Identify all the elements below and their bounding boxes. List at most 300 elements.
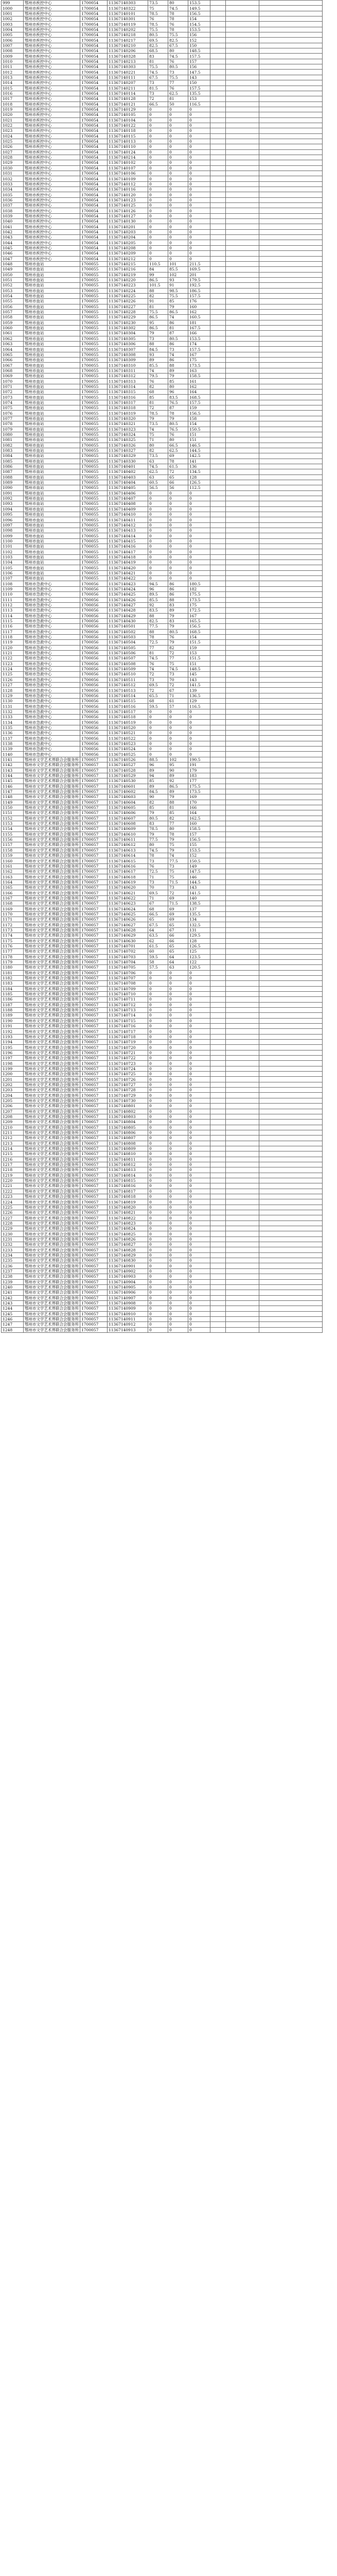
empty-cell (259, 1284, 323, 1290)
score-1-cell: 0 (148, 235, 168, 240)
position-code-cell: 1700057 (80, 970, 108, 975)
score-1-cell: 0 (148, 997, 168, 1002)
exam-id-cell: 11367140908 (108, 1300, 148, 1306)
row-number-cell: 1006 (2, 38, 24, 43)
row-number-cell: 1099 (2, 533, 24, 538)
row-number-cell: 1010 (2, 59, 24, 64)
table-row (2, 59, 323, 64)
empty-cell (259, 1, 323, 6)
exam-id-cell: 11367140714 (108, 1013, 148, 1018)
table-row (2, 1056, 323, 1061)
position-code-cell: 1700054 (80, 219, 108, 224)
exam-id-cell: 11367140405 (108, 485, 148, 490)
total-score-cell: 0 (188, 538, 210, 544)
empty-cell (259, 741, 323, 746)
empty-cell (210, 731, 226, 736)
position-code-cell: 1700054 (80, 43, 108, 48)
empty-cell (210, 720, 226, 725)
score-1-cell: 0 (148, 1199, 168, 1205)
empty-cell (259, 1093, 323, 1098)
empty-cell (226, 624, 259, 629)
empty-cell (210, 997, 226, 1002)
position-code-cell: 1700057 (80, 874, 108, 879)
exam-id-cell: 11367140728 (108, 1088, 148, 1093)
exam-id-cell: 11367140816 (108, 1183, 148, 1189)
position-code-cell: 1700057 (80, 1141, 108, 1146)
score-1-cell: 59.5 (148, 954, 168, 959)
empty-cell (210, 1178, 226, 1183)
empty-cell (259, 757, 323, 762)
position-code-cell: 1700054 (80, 165, 108, 171)
empty-cell (210, 1040, 226, 1045)
row-number-cell: 1187 (2, 1002, 24, 1007)
row-number-cell: 1069 (2, 374, 24, 379)
row-number-cell: 1206 (2, 1104, 24, 1109)
score-1-cell: 0 (148, 224, 168, 229)
empty-cell (210, 800, 226, 805)
total-score-cell: 191 (188, 762, 210, 768)
empty-cell (226, 731, 259, 736)
empty-cell (226, 848, 259, 853)
empty-cell (259, 309, 323, 314)
empty-cell (210, 1082, 226, 1087)
exam-id-cell: 11367140721 (108, 1050, 148, 1055)
empty-cell (259, 1061, 323, 1066)
total-score-cell: 0 (188, 522, 210, 528)
row-number-cell: 1132 (2, 709, 24, 714)
exam-id-cell: 11367140119 (108, 22, 148, 27)
score-1-cell: 0 (148, 517, 168, 522)
score-1-cell: 88 (148, 342, 168, 347)
position-code-cell: 1700055 (80, 293, 108, 298)
total-score-cell: 162 (188, 309, 210, 314)
empty-cell (226, 469, 259, 474)
unit-name-cell: 鄂州市文学艺术界联合会服务所 (24, 1205, 80, 1210)
exam-id-cell: 11367140230 (108, 320, 148, 325)
score-2-cell: 0 (168, 229, 188, 234)
row-number-cell: 1205 (2, 1098, 24, 1103)
empty-cell (226, 1130, 259, 1135)
empty-cell (259, 581, 323, 586)
empty-cell (226, 922, 259, 927)
score-2-cell: 70 (168, 677, 188, 682)
empty-cell (259, 800, 323, 805)
empty-cell (259, 752, 323, 757)
empty-cell (226, 213, 259, 218)
total-score-cell: 0 (188, 1231, 210, 1236)
table-row (2, 261, 323, 266)
unit-name-cell: 鄂州市急救中心 (24, 677, 80, 682)
row-number-cell: 1160 (2, 858, 24, 863)
empty-cell (210, 208, 226, 213)
score-1-cell: 0 (148, 715, 168, 720)
row-number-cell: 1080 (2, 432, 24, 437)
table-row (2, 688, 323, 693)
position-code-cell: 1700056 (80, 656, 108, 661)
total-score-cell: 168.5 (188, 629, 210, 634)
row-number-cell: 1079 (2, 427, 24, 432)
score-2-cell: 81 (168, 96, 188, 101)
unit-name-cell: 鄂州市疾控中心 (24, 70, 80, 75)
score-2-cell: 0 (168, 1306, 188, 1311)
empty-cell (259, 629, 323, 634)
score-2-cell: 0 (168, 208, 188, 213)
empty-cell (226, 554, 259, 560)
score-1-cell: 0 (148, 1263, 168, 1268)
table-row (2, 11, 323, 16)
unit-name-cell: 鄂州市疾控中心 (24, 251, 80, 256)
table-row (2, 565, 323, 570)
score-2-cell: 71.5 (168, 879, 188, 885)
empty-cell (210, 565, 226, 570)
position-code-cell: 1700056 (80, 666, 108, 671)
exam-id-cell: 11367140221 (108, 70, 148, 75)
empty-cell (210, 277, 226, 282)
empty-cell (226, 842, 259, 848)
position-code-cell: 1700055 (80, 261, 108, 266)
table-row (2, 1290, 323, 1295)
table-row (2, 1194, 323, 1199)
score-2-cell: 0 (168, 715, 188, 720)
row-number-cell: 1090 (2, 485, 24, 490)
score-1-cell: 75.5 (148, 64, 168, 70)
exam-id-cell: 11367140623 (108, 901, 148, 906)
table-row (2, 858, 323, 863)
score-2-cell: 0 (168, 1327, 188, 1332)
total-score-cell: 159 (188, 645, 210, 650)
total-score-cell: 143 (188, 677, 210, 682)
score-1-cell: 78 (148, 634, 168, 639)
score-2-cell: 0 (168, 522, 188, 528)
total-score-cell: 192.5 (188, 283, 210, 288)
empty-cell (226, 1002, 259, 1007)
total-score-cell: 180.5 (188, 581, 210, 586)
empty-cell (259, 395, 323, 400)
empty-cell (226, 485, 259, 490)
empty-cell (259, 1226, 323, 1231)
empty-cell (210, 427, 226, 432)
table-row (2, 1130, 323, 1135)
score-1-cell: 0 (148, 576, 168, 581)
score-1-cell: 65 (148, 917, 168, 922)
unit-name-cell: 鄂州市疾控中心 (24, 22, 80, 27)
table-row (2, 1114, 323, 1119)
empty-cell (226, 911, 259, 917)
position-code-cell: 1700055 (80, 443, 108, 448)
score-2-cell: 88 (168, 597, 188, 602)
table-row (2, 1136, 323, 1141)
empty-cell (210, 943, 226, 948)
empty-cell (259, 640, 323, 645)
score-1-cell: 0 (148, 725, 168, 730)
total-score-cell: 0 (188, 128, 210, 133)
total-score-cell: 0 (188, 1167, 210, 1173)
exam-id-cell: 11367140216 (108, 267, 148, 272)
empty-cell (210, 1141, 226, 1146)
row-number-cell: 1105 (2, 565, 24, 570)
empty-cell (226, 1311, 259, 1316)
row-number-cell: 1083 (2, 448, 24, 453)
total-score-cell: 156.5 (188, 411, 210, 416)
score-2-cell: 78 (168, 27, 188, 32)
row-number-cell: 1049 (2, 267, 24, 272)
position-code-cell: 1700055 (80, 421, 108, 427)
empty-cell (226, 1125, 259, 1130)
empty-cell (226, 363, 259, 368)
score-2-cell: 0 (168, 1109, 188, 1114)
position-code-cell: 1700057 (80, 933, 108, 938)
empty-cell (259, 181, 323, 187)
unit-name-cell: 鄂州市疾控中心 (24, 96, 80, 101)
unit-name-cell: 鄂州市文学艺术界联合会服务所 (24, 1013, 80, 1018)
scores-table (1, 0, 323, 1333)
position-code-cell: 1700055 (80, 485, 108, 490)
empty-cell (226, 1034, 259, 1039)
total-score-cell: 136 (188, 464, 210, 469)
row-number-cell: 1217 (2, 1162, 24, 1167)
score-2-cell: 0 (168, 1300, 188, 1306)
exam-id-cell: 11367140418 (108, 554, 148, 560)
row-number-cell: 1144 (2, 773, 24, 778)
table-row (2, 613, 323, 618)
total-score-cell: 129.5 (188, 933, 210, 938)
score-1-cell: 0 (148, 975, 168, 980)
exam-id-cell: 11367140730 (108, 1098, 148, 1103)
exam-id-cell: 11367140318 (108, 405, 148, 411)
empty-cell (259, 672, 323, 677)
unit-name-cell: 鄂州市疾控中心 (24, 80, 80, 86)
score-2-cell: 0 (168, 1268, 188, 1274)
empty-cell (210, 842, 226, 848)
score-2-cell: 0 (168, 1013, 188, 1018)
empty-cell (210, 794, 226, 800)
row-number-cell: 1056 (2, 304, 24, 309)
position-code-cell: 1700055 (80, 405, 108, 411)
score-1-cell: 0 (148, 522, 168, 528)
total-score-cell: 0 (188, 1120, 210, 1125)
exam-id-cell: 11367140402 (108, 469, 148, 474)
score-2-cell: 0 (168, 506, 188, 512)
position-code-cell: 1700055 (80, 512, 108, 517)
empty-cell (226, 427, 259, 432)
empty-cell (210, 528, 226, 533)
empty-cell (259, 1242, 323, 1247)
position-code-cell: 1700057 (80, 1178, 108, 1183)
position-code-cell: 1700057 (80, 1056, 108, 1061)
exam-id-cell: 11367140611 (108, 837, 148, 842)
empty-cell (226, 741, 259, 746)
table-row (2, 528, 323, 533)
position-code-cell: 1700057 (80, 1104, 108, 1109)
total-score-cell: 166 (188, 805, 210, 810)
empty-cell (259, 784, 323, 789)
empty-cell (259, 490, 323, 496)
table-row (2, 1231, 323, 1236)
empty-cell (226, 1252, 259, 1258)
score-2-cell: 0 (168, 1189, 188, 1194)
empty-cell (259, 1013, 323, 1018)
empty-cell (259, 374, 323, 379)
empty-cell (210, 768, 226, 773)
score-1-cell: 77 (148, 645, 168, 650)
score-2-cell: 0 (168, 117, 188, 123)
position-code-cell: 1700057 (80, 832, 108, 837)
empty-cell (226, 1210, 259, 1215)
empty-cell (210, 176, 226, 181)
table-row (2, 443, 323, 448)
empty-cell (226, 576, 259, 581)
table-row (2, 1284, 323, 1290)
table-row (2, 693, 323, 698)
empty-cell (210, 1183, 226, 1189)
empty-cell (210, 560, 226, 565)
score-2-cell: 75.5 (168, 75, 188, 80)
empty-cell (259, 474, 323, 480)
score-1-cell: 95 (148, 320, 168, 325)
score-1-cell: 0 (148, 1082, 168, 1087)
row-number-cell: 1047 (2, 256, 24, 261)
empty-cell (259, 554, 323, 560)
table-row (2, 1215, 323, 1221)
table-row (2, 203, 323, 208)
exam-id-cell: 11367140310 (108, 363, 148, 368)
exam-id-cell: 11367140511 (108, 677, 148, 682)
score-1-cell: 78.5 (148, 11, 168, 16)
exam-id-cell: 11367140527 (108, 762, 148, 768)
score-2-cell: 86 (168, 342, 188, 347)
total-score-cell: 0 (188, 747, 210, 752)
exam-id-cell: 11367140517 (108, 709, 148, 714)
score-1-cell: 0 (148, 144, 168, 149)
empty-cell (226, 1114, 259, 1119)
score-1-cell: 0 (148, 1061, 168, 1066)
empty-cell (226, 885, 259, 890)
row-number-cell: 1050 (2, 272, 24, 277)
empty-cell (259, 1040, 323, 1045)
unit-name-cell: 鄂州市血站 (24, 309, 80, 314)
empty-cell (259, 1114, 323, 1119)
exam-id-cell: 11367140205 (108, 240, 148, 245)
score-1-cell: 85.5 (148, 597, 168, 602)
table-row (2, 453, 323, 459)
position-code-cell: 1700055 (80, 522, 108, 528)
empty-cell (259, 911, 323, 917)
exam-id-cell: 11367140911 (108, 1316, 148, 1321)
exam-id-cell: 11367140408 (108, 501, 148, 506)
exam-id-cell: 11367140128 (108, 96, 148, 101)
score-2-cell: 0 (168, 219, 188, 224)
unit-name-cell: 鄂州市文学艺术界联合会服务所 (24, 863, 80, 869)
table-row (2, 853, 323, 858)
unit-name-cell: 鄂州市疾控中心 (24, 224, 80, 229)
position-code-cell: 1700057 (80, 938, 108, 943)
empty-cell (210, 59, 226, 64)
total-score-cell: 0 (188, 1210, 210, 1215)
position-code-cell: 1700057 (80, 1274, 108, 1279)
empty-cell (259, 293, 323, 298)
exam-id-cell: 11367140907 (108, 1295, 148, 1300)
empty-cell (259, 277, 323, 282)
score-2-cell: 0 (168, 517, 188, 522)
empty-cell (226, 901, 259, 906)
score-2-cell: 0 (168, 1061, 188, 1066)
score-2-cell: 90 (168, 768, 188, 773)
empty-cell (259, 123, 323, 128)
row-number-cell: 1081 (2, 437, 24, 443)
empty-cell (259, 549, 323, 554)
empty-cell (226, 1018, 259, 1023)
score-1-cell: 76 (148, 379, 168, 384)
score-1-cell: 69.5 (148, 683, 168, 688)
row-number-cell: 1116 (2, 624, 24, 629)
table-row (2, 1061, 323, 1066)
table-row (2, 1104, 323, 1109)
empty-cell (210, 1061, 226, 1066)
position-code-cell: 1700057 (80, 1183, 108, 1189)
total-score-cell: 0 (188, 490, 210, 496)
total-score-cell: 0 (188, 1263, 210, 1268)
empty-cell (226, 1306, 259, 1311)
total-score-cell: 0 (188, 1279, 210, 1284)
empty-cell (259, 43, 323, 48)
unit-name-cell: 鄂州市血站 (24, 522, 80, 528)
table-row (2, 586, 323, 591)
score-1-cell: 56.5 (148, 485, 168, 490)
empty-cell (226, 421, 259, 427)
unit-name-cell: 鄂州市血站 (24, 485, 80, 490)
unit-name-cell: 鄂州市文学艺术界联合会服务所 (24, 911, 80, 917)
empty-cell (226, 448, 259, 453)
unit-name-cell: 鄂州市文学艺术界联合会服务所 (24, 1034, 80, 1039)
empty-cell (226, 128, 259, 133)
score-1-cell: 0 (148, 1284, 168, 1290)
empty-cell (259, 107, 323, 112)
total-score-cell: 0 (188, 1183, 210, 1189)
table-row (2, 389, 323, 395)
empty-cell (210, 549, 226, 554)
row-number-cell: 1064 (2, 347, 24, 352)
empty-cell (259, 874, 323, 879)
table-row (2, 155, 323, 160)
position-code-cell: 1700057 (80, 1263, 108, 1268)
row-number-cell: 1111 (2, 597, 24, 602)
exam-id-cell: 11367140311 (108, 368, 148, 373)
score-2-cell: 74.5 (168, 54, 188, 59)
empty-cell (259, 981, 323, 986)
empty-cell (210, 16, 226, 22)
empty-cell (210, 741, 226, 746)
row-number-cell: 1126 (2, 677, 24, 682)
empty-cell (226, 1088, 259, 1093)
empty-cell (259, 522, 323, 528)
empty-cell (210, 1013, 226, 1018)
empty-cell (226, 677, 259, 682)
empty-cell (259, 848, 323, 853)
unit-name-cell: 鄂州市文学艺术界联合会服务所 (24, 938, 80, 943)
exam-id-cell: 11367140809 (108, 1146, 148, 1151)
table-row (2, 885, 323, 890)
score-1-cell: 82 (148, 448, 168, 453)
unit-name-cell: 鄂州市文学艺术界联合会服务所 (24, 1252, 80, 1258)
empty-cell (259, 165, 323, 171)
score-1-cell: 59.5 (148, 704, 168, 709)
score-2-cell: 80.5 (168, 629, 188, 634)
table-row (2, 1, 323, 6)
total-score-cell: 162 (188, 384, 210, 389)
total-score-cell: 164 (188, 810, 210, 816)
score-2-cell: 0 (168, 1125, 188, 1130)
unit-name-cell: 鄂州市急救中心 (24, 634, 80, 639)
